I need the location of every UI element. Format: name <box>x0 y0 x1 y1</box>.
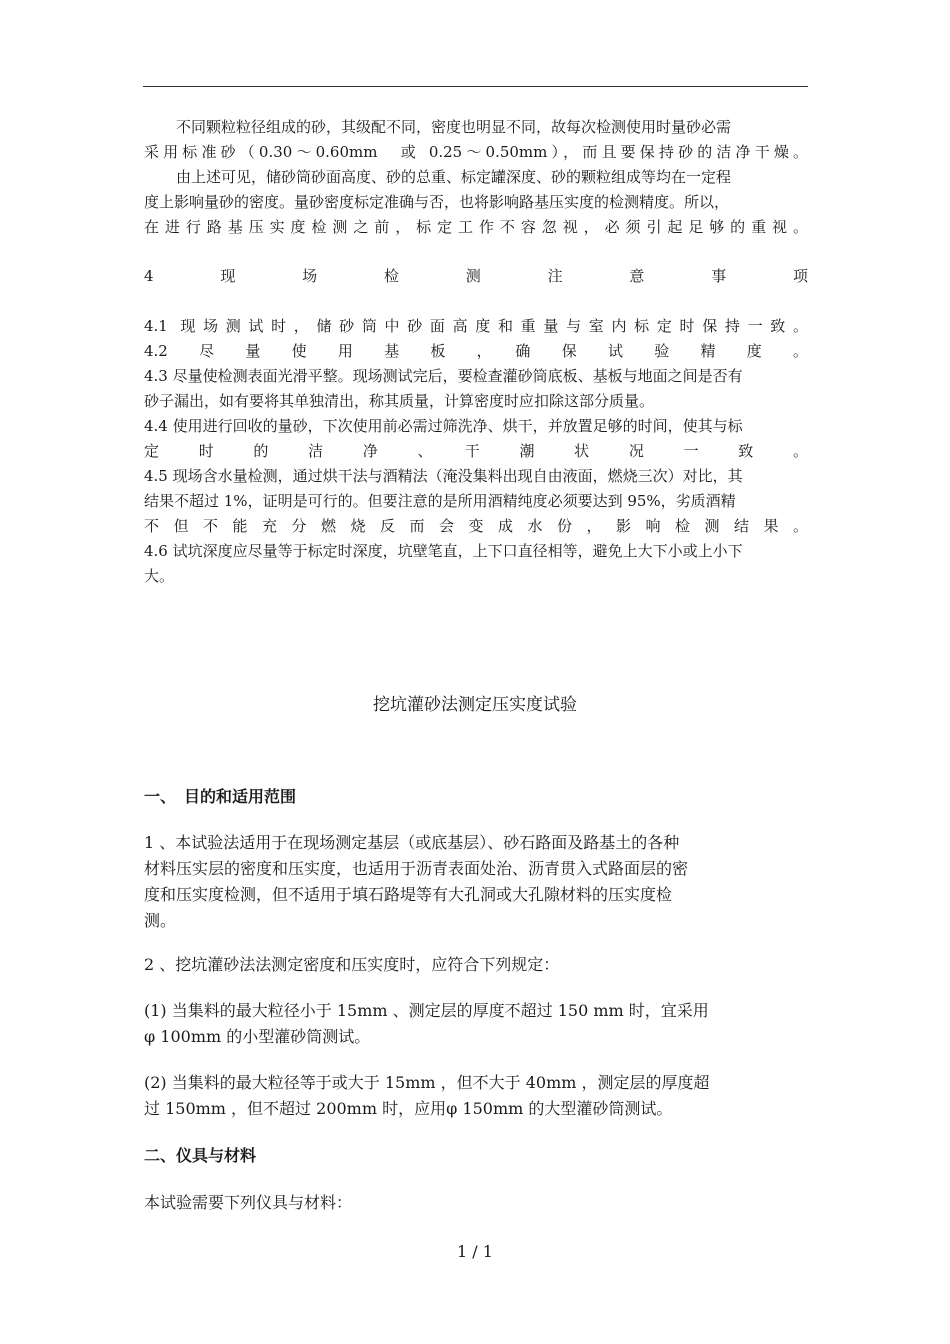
list-line: 结果不超过 1%，证明是可行的。但要注意的是所用酒精纯度必须要达到 95%，劣质酒精 <box>144 492 736 510</box>
list-line: 4.2 尽 量 使 用 基 板 ， 确 保 试 验 精 度 。 <box>144 342 808 360</box>
item-line: 测。 <box>144 911 177 930</box>
list-line: 4.6 试坑深度应尽量等于标定时深度，坑壁笔直，上下口直径相等，避免上大下小或上小下 <box>144 542 743 560</box>
list-line: 大。 <box>144 567 175 585</box>
item-line: 1 、本试验法适用于在现场测定基层（或底基层）、砂石路面及路基土的各种 <box>144 833 680 852</box>
item-line: (1) 当集料的最大粒径小于 15mm 、测定层的厚度不超过 150 mm 时，宜采用 <box>144 1001 709 1020</box>
part-2-intro: 本试验需要下列仪具与材料： <box>144 1193 353 1212</box>
item-1 <box>144 830 808 934</box>
document-title: 挖坑灌砂法测定压实度试验 <box>373 695 577 715</box>
list-line: 4.1 现场测试时，储砂筒中砂面高度和重量与室内标定时保持一致。 <box>144 317 808 335</box>
header-rule <box>143 86 808 87</box>
part-2-heading: 二、仪具与材料 <box>144 1146 257 1165</box>
item-line: 材料压实层的密度和压实度，也适用于沥青表面处治、沥青贯入式路面层的密 <box>144 859 689 878</box>
paragraph-line: 采用标准砂（0.30～0.60mm 或 0.25～0.50mm），而且要保持砂的洁净干燥。 <box>144 143 808 161</box>
list-line: 4.3 尽量使检测表面光滑平整。现场测试完后，要检查灌砂筒底板、基板与地面之间是否有 <box>144 367 743 385</box>
part-1-heading: 一、 目的和适用范围 <box>144 787 297 806</box>
sub-item-1 <box>144 998 808 1050</box>
paragraph-line: 在进行路基压实度检测之前，标定工作不容忽视，必须引起足够的重视。 <box>144 218 808 236</box>
item-line: 过 150mm ，但不超过 200mm 时，应用φ 150mm 的大型灌砂筒测试。 <box>144 1099 673 1118</box>
list-line: 不但不能充分燃烧反而会变成水份，影响检测结果。 <box>144 517 808 535</box>
intro-paragraphs <box>144 115 808 240</box>
item-line: φ 100mm 的小型灌砂筒测试。 <box>144 1027 371 1046</box>
list-line: 4.5 现场含水量检测，通过烘干法与酒精法（淹没集料出现自由液面，燃烧三次）对比，其 <box>144 467 743 485</box>
paragraph-line: 不同颗粒粒径组成的砂，其级配不同，密度也明显不同，故每次检测使用时量砂必需 <box>176 118 732 136</box>
section-4-heading: 4 现 场 检 测 注 意 事 项 <box>144 267 808 285</box>
paragraph-line: 由上述可见，储砂筒砂面高度、砂的总重、标定罐深度、砂的颗粒组成等均在一定程 <box>176 168 732 186</box>
item-line: (2) 当集料的最大粒径等于或大于 15mm ，但不大于 40mm ，测定层的厚度超 <box>144 1073 710 1092</box>
section-4-list <box>144 314 808 589</box>
list-line: 定 时 的 洁 净 、 干 潮 状 况 一 致 。 <box>144 442 808 460</box>
page-number: 1 / 1 <box>457 1242 493 1261</box>
item-line: 度和压实度检测，但不适用于填石路堤等有大孔洞或大孔隙材料的压实度检 <box>144 885 673 904</box>
sub-item-2 <box>144 1070 808 1122</box>
item-2: 2 、挖坑灌砂法法测定密度和压实度时，应符合下列规定： <box>144 955 560 974</box>
list-line: 砂子漏出，如有要将其单独清出，称其质量，计算密度时应扣除这部分质量。 <box>144 392 655 410</box>
paragraph-line: 度上影响量砂的密度。量砂密度标定准确与否，也将影响路基压实度的检测精度。所以， <box>144 193 730 211</box>
list-line: 4.4 使用进行回收的量砂，下次使用前必需过筛洗净、烘干，并放置足够的时间，使其与标 <box>144 417 743 435</box>
